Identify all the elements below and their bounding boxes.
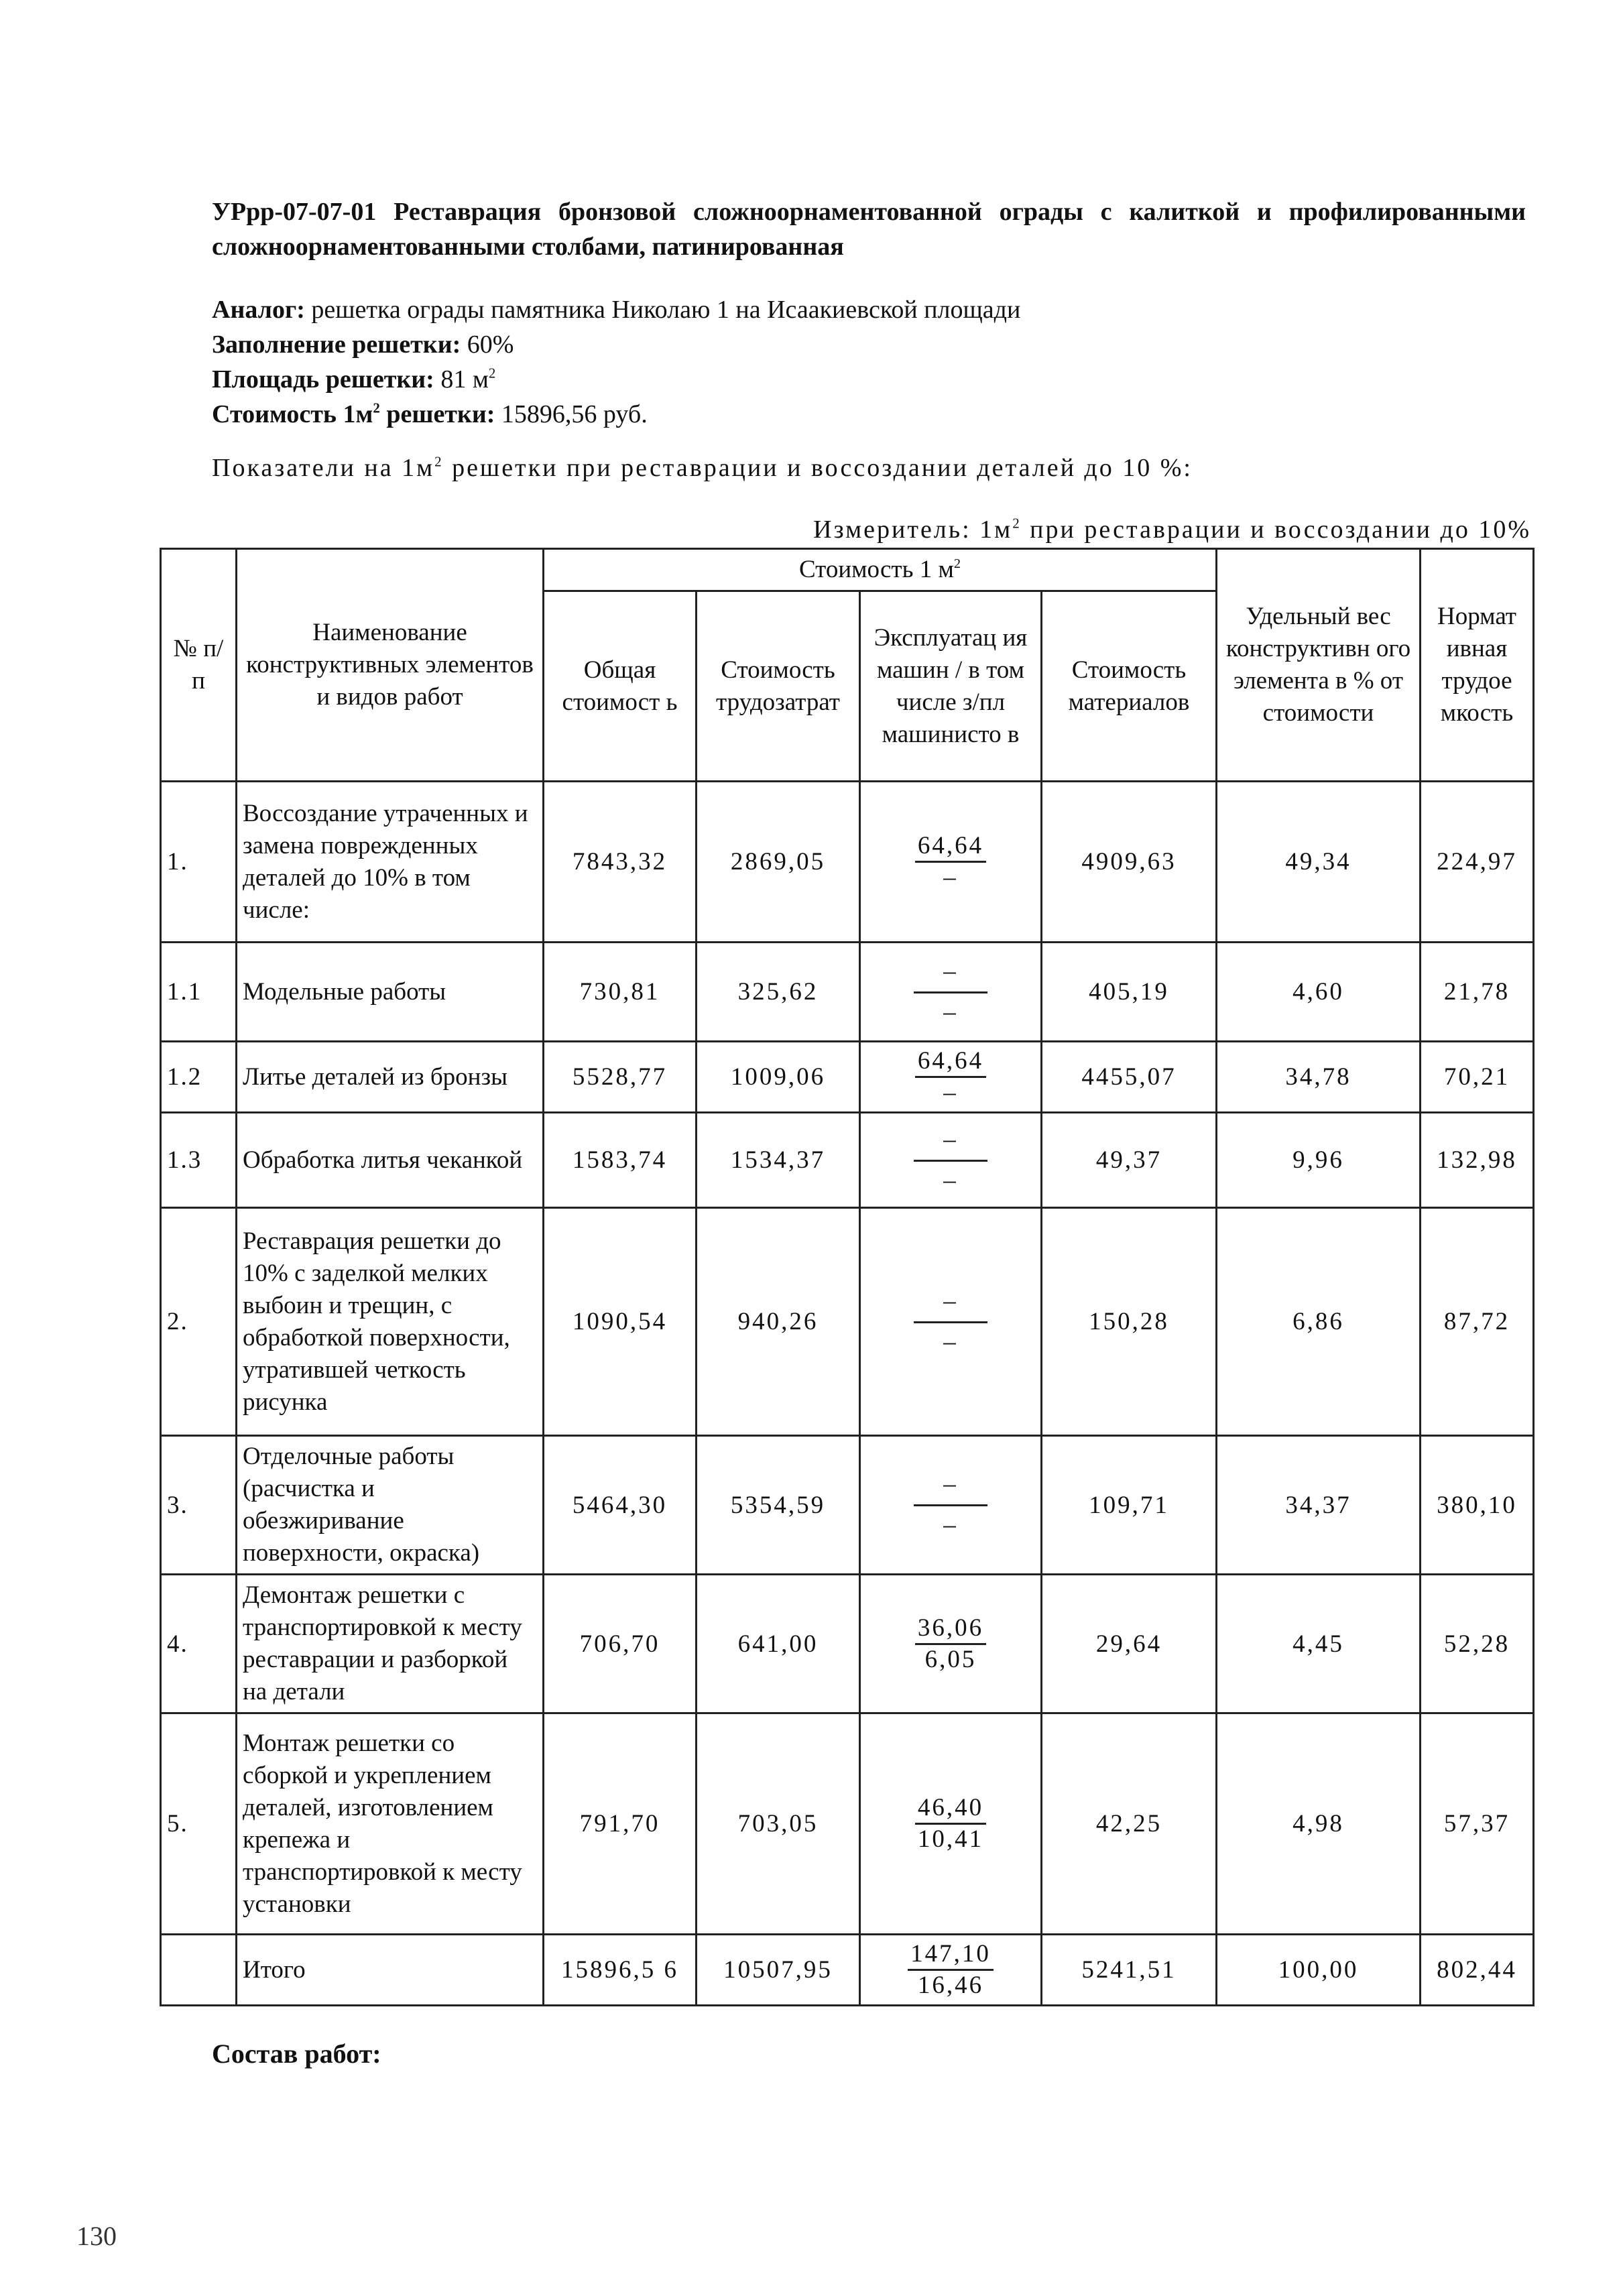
cell-norm: 52,28 (1421, 1575, 1534, 1713)
cell-labor: 641,00 (697, 1575, 860, 1713)
cell-name: Монтаж решетки со сборкой и укреплением деталей, изготовлением крепежа и транспортировкой к месту установки (237, 1713, 544, 1935)
fill-line (212, 327, 1020, 362)
cell-num: 4. (161, 1575, 237, 1713)
area-line (212, 362, 1020, 397)
page-number: 130 (76, 2221, 117, 2251)
cell-norm: 224,97 (1421, 782, 1534, 943)
cell-num: 1.2 (161, 1042, 237, 1113)
cell-num: 5. (161, 1713, 237, 1935)
machines-fraction (915, 1793, 986, 1854)
cell-materials: 405,19 (1042, 943, 1217, 1042)
cell-norm: 802,44 (1421, 1935, 1534, 2006)
cell-labor: 703,05 (697, 1713, 860, 1935)
machines-top: 46,40 (915, 1793, 986, 1825)
cost-label-end: решетки: (379, 400, 495, 428)
measure-sup: 2 (1012, 515, 1022, 532)
cell-total: 15896,5 6 (544, 1935, 697, 2006)
cell-num (161, 1935, 237, 2006)
indicators-text: Показатели на 1м (212, 454, 435, 482)
table-row (161, 1713, 1534, 1935)
machines-bottom: – (943, 1511, 958, 1538)
cell-materials: 4455,07 (1042, 1042, 1217, 1113)
cell-norm: 70,21 (1421, 1042, 1534, 1113)
machines-fraction (914, 1288, 987, 1355)
cell-total: 5464,30 (544, 1436, 697, 1575)
header-name: Наименование конструктивных элементов и видов работ (237, 549, 544, 782)
machines-bottom: 16,46 (917, 1972, 984, 1999)
machines-bottom: – (943, 1079, 958, 1106)
cost-sup: 2 (373, 400, 380, 416)
measure-text: Измеритель: 1м (813, 516, 1013, 544)
fill-value: 60% (467, 330, 514, 359)
machines-top: 147,10 (908, 1939, 994, 1971)
analog-value: решетка ограды памятника Николаю 1 на Исаакиевской площади (311, 296, 1021, 324)
cost-line (212, 397, 1020, 432)
table-row (161, 943, 1534, 1042)
document-title: УРрр-07-07-01 Реставрация бронзовой сложноорнаментованной ограды с калиткой и профилированными сложноорнаментованными столбами, патинированная (212, 198, 1526, 261)
header-cost-group-text: Стоимость 1 м (798, 556, 954, 583)
header-norm: Нормат ивная трудое мкость (1421, 549, 1534, 782)
cell-materials: 150,28 (1042, 1208, 1217, 1436)
indicators-sup: 2 (434, 453, 444, 470)
cell-total: 730,81 (544, 943, 697, 1042)
measure-line (813, 515, 1531, 544)
area-label: Площадь решетки: (212, 365, 434, 394)
machines-bottom: 10,41 (917, 1825, 984, 1853)
machines-fraction (914, 958, 987, 1026)
table-row (161, 1113, 1534, 1208)
machines-top: – (914, 1288, 987, 1323)
machines-fraction (915, 831, 986, 892)
cell-num: 3. (161, 1436, 237, 1575)
indicators-table (160, 548, 1535, 2006)
cell-materials: 42,25 (1042, 1713, 1217, 1935)
header-weight: Удельный вес конструктивн ого элемента в % от стоимости (1217, 549, 1421, 782)
cell-num: 1.1 (161, 943, 237, 1042)
cell-weight: 34,37 (1217, 1436, 1421, 1575)
machines-top: 64,64 (915, 831, 986, 863)
cell-machines (860, 1042, 1042, 1113)
cell-materials: 109,71 (1042, 1436, 1217, 1575)
machines-fraction (915, 1046, 986, 1107)
cell-machines (860, 1113, 1042, 1208)
cell-machines (860, 943, 1042, 1042)
info-block (212, 292, 1020, 432)
cell-name: Обработка литья чеканкой (237, 1113, 544, 1208)
cell-total: 7843,32 (544, 782, 697, 943)
cell-num: 1. (161, 782, 237, 943)
cell-weight: 4,45 (1217, 1575, 1421, 1713)
cell-num: 2. (161, 1208, 237, 1436)
cell-labor: 5354,59 (697, 1436, 860, 1575)
table-row (161, 1575, 1534, 1713)
machines-bottom: – (943, 1327, 958, 1355)
machines-top: 64,64 (915, 1046, 986, 1078)
machines-bottom: – (943, 1166, 958, 1194)
machines-fraction (914, 1126, 987, 1194)
analog-line (212, 292, 1020, 327)
cost-value: 15896,56 руб. (501, 400, 648, 428)
cell-name: Воссоздание утраченных и замена поврежденных деталей до 10% в том числе: (237, 782, 544, 943)
cell-weight: 9,96 (1217, 1113, 1421, 1208)
cell-norm: 132,98 (1421, 1113, 1534, 1208)
cell-machines (860, 782, 1042, 943)
header-labor: Стоимость трудозатрат (697, 591, 860, 782)
table-row (161, 1436, 1534, 1575)
machines-bottom: – (943, 998, 958, 1026)
cell-weight: 100,00 (1217, 1935, 1421, 2006)
cell-materials: 29,64 (1042, 1575, 1217, 1713)
header-num: № п/п (161, 549, 237, 782)
cell-name: Модельные работы (237, 943, 544, 1042)
cell-weight: 4,98 (1217, 1713, 1421, 1935)
cell-machines (860, 1713, 1042, 1935)
cell-total: 1090,54 (544, 1208, 697, 1436)
table-row (161, 1935, 1534, 2006)
area-sup: 2 (488, 365, 496, 381)
cell-materials: 49,37 (1042, 1113, 1217, 1208)
machines-top: 36,06 (915, 1614, 986, 1645)
cell-norm: 380,10 (1421, 1436, 1534, 1575)
fill-label: Заполнение решетки: (212, 330, 461, 359)
cell-norm: 21,78 (1421, 943, 1534, 1042)
area-value: 81 м (440, 365, 489, 394)
cell-materials: 5241,51 (1042, 1935, 1217, 2006)
cell-weight: 49,34 (1217, 782, 1421, 943)
cell-machines (860, 1935, 1042, 2006)
measure-text-end: при реставрации и воссоздании до 10% (1021, 516, 1531, 544)
cell-labor: 10507,95 (697, 1935, 860, 2006)
cell-labor: 1009,06 (697, 1042, 860, 1113)
header-total: Общая стоимост ь (544, 591, 697, 782)
cell-total: 1583,74 (544, 1113, 697, 1208)
header-machines: Эксплуатац ия машин / в том числе з/пл машинисто в (860, 591, 1042, 782)
cell-weight: 4,60 (1217, 943, 1421, 1042)
cell-norm: 87,72 (1421, 1208, 1534, 1436)
indicators-line (212, 453, 1193, 483)
machines-bottom: – (943, 863, 958, 891)
cell-name: Реставрация решетки до 10% с заделкой мелких выбоин и трещин, с обработкой поверхности, утратившей четкость рисунка (237, 1208, 544, 1436)
table-body (161, 782, 1534, 2006)
cell-labor: 2869,05 (697, 782, 860, 943)
cell-labor: 940,26 (697, 1208, 860, 1436)
cell-name: Отделочные работы (расчистка и обезжиривание поверхности, окраска) (237, 1436, 544, 1575)
cell-num: 1.3 (161, 1113, 237, 1208)
cell-machines (860, 1436, 1042, 1575)
work-composition-heading: Состав работ: (212, 2039, 381, 2069)
cell-name: Итого (237, 1935, 544, 2006)
cell-name: Демонтаж решетки с транспортировкой к месту реставрации и разборкой на детали (237, 1575, 544, 1713)
cell-total: 706,70 (544, 1575, 697, 1713)
header-cost-sup: 2 (953, 556, 961, 571)
cost-label: Стоимость 1м (212, 400, 373, 428)
indicators-text-end: решетки при реставрации и воссоздании деталей до 10 %: (443, 454, 1193, 482)
machines-fraction (908, 1939, 994, 2000)
machines-top: – (914, 958, 987, 993)
table-row (161, 782, 1534, 943)
table-row (161, 1042, 1534, 1113)
cell-labor: 1534,37 (697, 1113, 860, 1208)
cell-labor: 325,62 (697, 943, 860, 1042)
cell-weight: 34,78 (1217, 1042, 1421, 1113)
cell-total: 5528,77 (544, 1042, 697, 1113)
machines-top: – (914, 1126, 987, 1162)
machines-fraction (914, 1471, 987, 1538)
machines-top: – (914, 1471, 987, 1506)
cell-total: 791,70 (544, 1713, 697, 1935)
header-materials: Стоимость материалов (1042, 591, 1217, 782)
analog-label: Аналог: (212, 296, 305, 324)
cell-weight: 6,86 (1217, 1208, 1421, 1436)
machines-bottom: 6,05 (924, 1645, 977, 1673)
table-row (161, 1208, 1534, 1436)
cell-machines (860, 1208, 1042, 1436)
cell-materials: 4909,63 (1042, 782, 1217, 943)
cell-norm: 57,37 (1421, 1713, 1534, 1935)
cell-machines (860, 1575, 1042, 1713)
cell-name: Литье деталей из бронзы (237, 1042, 544, 1113)
machines-fraction (915, 1614, 986, 1675)
header-cost-group (544, 549, 1217, 591)
